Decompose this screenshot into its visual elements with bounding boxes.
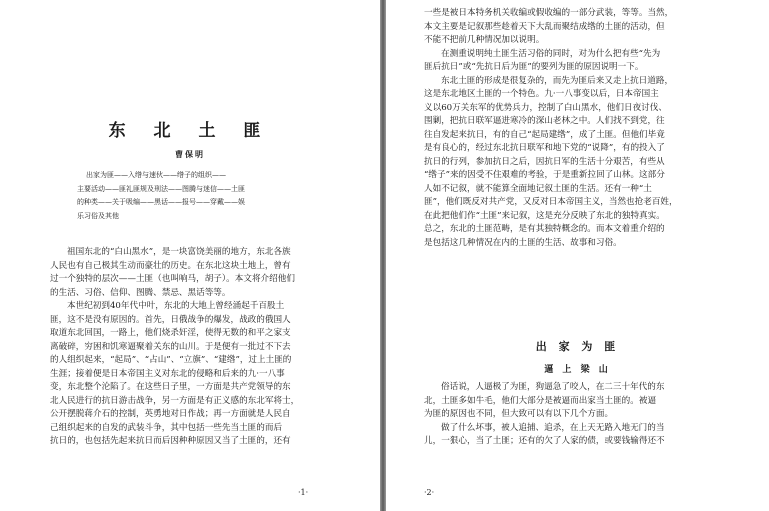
text-line: 匪”，他们既反对共产党，又反对日本帝国主义，当然也抢老百姓， xyxy=(424,197,678,207)
text-line: 在此把他们作“土匪”来记叙，这是充分反映了东北的独特真实。 xyxy=(424,210,665,221)
text-line: 做了什么坏事，被人追捕、追杀，在上天无路入地无门的当 xyxy=(441,422,665,433)
toc-line: 出家为匪——入绺与速伙——绺子的组织—— xyxy=(86,171,226,179)
text-line: 往自发起来抗日，有的自己“起局建绺”，成了土匪。但他们毕竟 xyxy=(424,129,665,140)
text-line: 匪后抗日”或“先抗日后为匪”的要列为匪的原因说明一下。 xyxy=(424,62,644,72)
toc-line: 的种类——关于吸编——黑话——报号——穿戴——娱 xyxy=(77,198,245,206)
text-line: 一些是被日本特务机关收编或假收编的一部分武装，等等。当然， xyxy=(424,8,674,18)
text-line: 公开摆脱蒋介石的控制，英勇地对日作战；再一方面就是人民自 xyxy=(50,409,291,419)
text-line: 取道东北回国，一路上，他们烧杀奸淫，使得无数的和平之家支 xyxy=(50,328,291,338)
text-line: 变，东北整个沦陷了。在这些日子里，一方面是共产党领导的东 xyxy=(50,382,291,392)
text-line: 过一个独特的层次——土匪（也叫响马，胡子）。本文将介绍他们 xyxy=(50,274,295,284)
text-line: 围剿，把抗日联军逼进寒冷的深山老林之中。人们找不到党，往 xyxy=(424,116,665,126)
text-line: 北人民进行的抗日游击战争，另一方面是有正义感的东北军将士， xyxy=(50,395,300,406)
text-line: 人如不记叙，就不能算全面地记叙土匪的生活。还有一种“土 xyxy=(424,183,652,194)
text-line: 义以60万关东军的优势兵力，控制了白山黑水，他们日夜讨伐、 xyxy=(424,102,667,113)
toc-line: 乐习俗及其他 xyxy=(77,211,119,220)
toc-line: 主要活动——匪礼匪规及刑法——图腾与迷信——土匪 xyxy=(77,184,245,193)
page-number: ·2· xyxy=(424,488,435,497)
text-line: 的生活、习俗、信仰、图腾、禁忌、黑话等等。 xyxy=(50,287,231,298)
text-line: 在测重说明纯土匪生活习俗的同时，对为什么把有些“先为 xyxy=(441,48,661,59)
left-page xyxy=(0,0,380,511)
text-line: 离破碎，穷困和饥寒逼聚着关东的山川。于是便有一批过不下去 xyxy=(50,341,291,352)
right-body-text-top xyxy=(424,7,736,250)
text-line: 本世纪初到40年代中叶，东北的大地上曾经涌起千百股土 xyxy=(67,301,285,311)
text-line: 抗日的行列，参加抗日之后，因抗日军的生活十分艰苦，有些从 xyxy=(424,156,665,167)
text-line: 己组织起来的自发的武装斗争，其中包括一些先当土匪的而后 xyxy=(50,422,283,433)
subsection-heading: 逼 上 梁 山 xyxy=(544,365,611,375)
page-number: ·1· xyxy=(298,488,309,497)
text-line: 生涯；接着便是日本帝国主义对东北的侵略和后来的九·一八事 xyxy=(50,368,285,379)
text-line: 人民也有自己极其生动而豪壮的历史。在东北这块土地上，曾有 xyxy=(50,260,291,271)
left-body-text xyxy=(50,246,350,449)
text-line: 匪，这不是没有原因的。首先，日俄战争的爆发，战政的俄国人 xyxy=(50,314,291,325)
article-title: 东 北 土 匪 xyxy=(108,121,272,141)
text-line: 抗日的，也包括先起来抗日而后因种种原因又当了土匪的，还有 xyxy=(50,436,291,446)
right-page xyxy=(386,0,769,511)
text-line: 俗话说，人逼极了为匪，狗逼急了咬人，在二三十年代的东 xyxy=(441,382,665,392)
text-line: 总之，东北的土匪范畴，是有其独特概念的。而本文着重介绍的 xyxy=(424,224,665,234)
text-line: 东北土匪的形成是很复杂的，而先为匪后来又走上抗日道路， xyxy=(441,75,674,86)
table-of-contents xyxy=(77,169,307,223)
text-line: 本文主要是记叙那些趁着天下大乱而聚结成绺的土匪的活动，但 xyxy=(424,21,665,32)
author-name: 曹保明 xyxy=(175,149,205,159)
right-body-text-bottom xyxy=(424,381,736,449)
text-line: 是有良心的，经过东北抗日联军和地下党的“说降”，有的投入了 xyxy=(424,143,665,153)
section-heading: 出 家 为 匪 xyxy=(535,340,620,353)
text-line: 的人组织起来，“起局”、“占山”、“立旗”、“建绺”，过上土匪的 xyxy=(50,355,292,365)
text-line: 儿，一狠心，当了土匪；还有的欠了人家的债，或要钱输得还不 xyxy=(424,436,665,446)
text-line: 祖国东北的“白山黑水”，是一块富饶美丽的地方，东北各族 xyxy=(67,247,291,257)
text-line: 是包括这几种情况在内的土匪的生活、故事和习俗。 xyxy=(424,237,622,248)
text-line: 为匪的原因也不同，但大致可以有以下几个方面。 xyxy=(424,409,614,419)
text-line: 不能不把前几种情况加以说明。 xyxy=(424,35,545,45)
text-line: “绺子”来的因受不住艰难的考验，于是重新拉回了山林。这部分 xyxy=(424,170,665,180)
text-line: 这是东北地区土匪的一个特色。九·一八事变以后，日本帝国主 xyxy=(424,89,659,99)
text-line: 北，土匪多如牛毛，他们大部分是被逼而出家当土匪的。被逼 xyxy=(424,395,657,406)
